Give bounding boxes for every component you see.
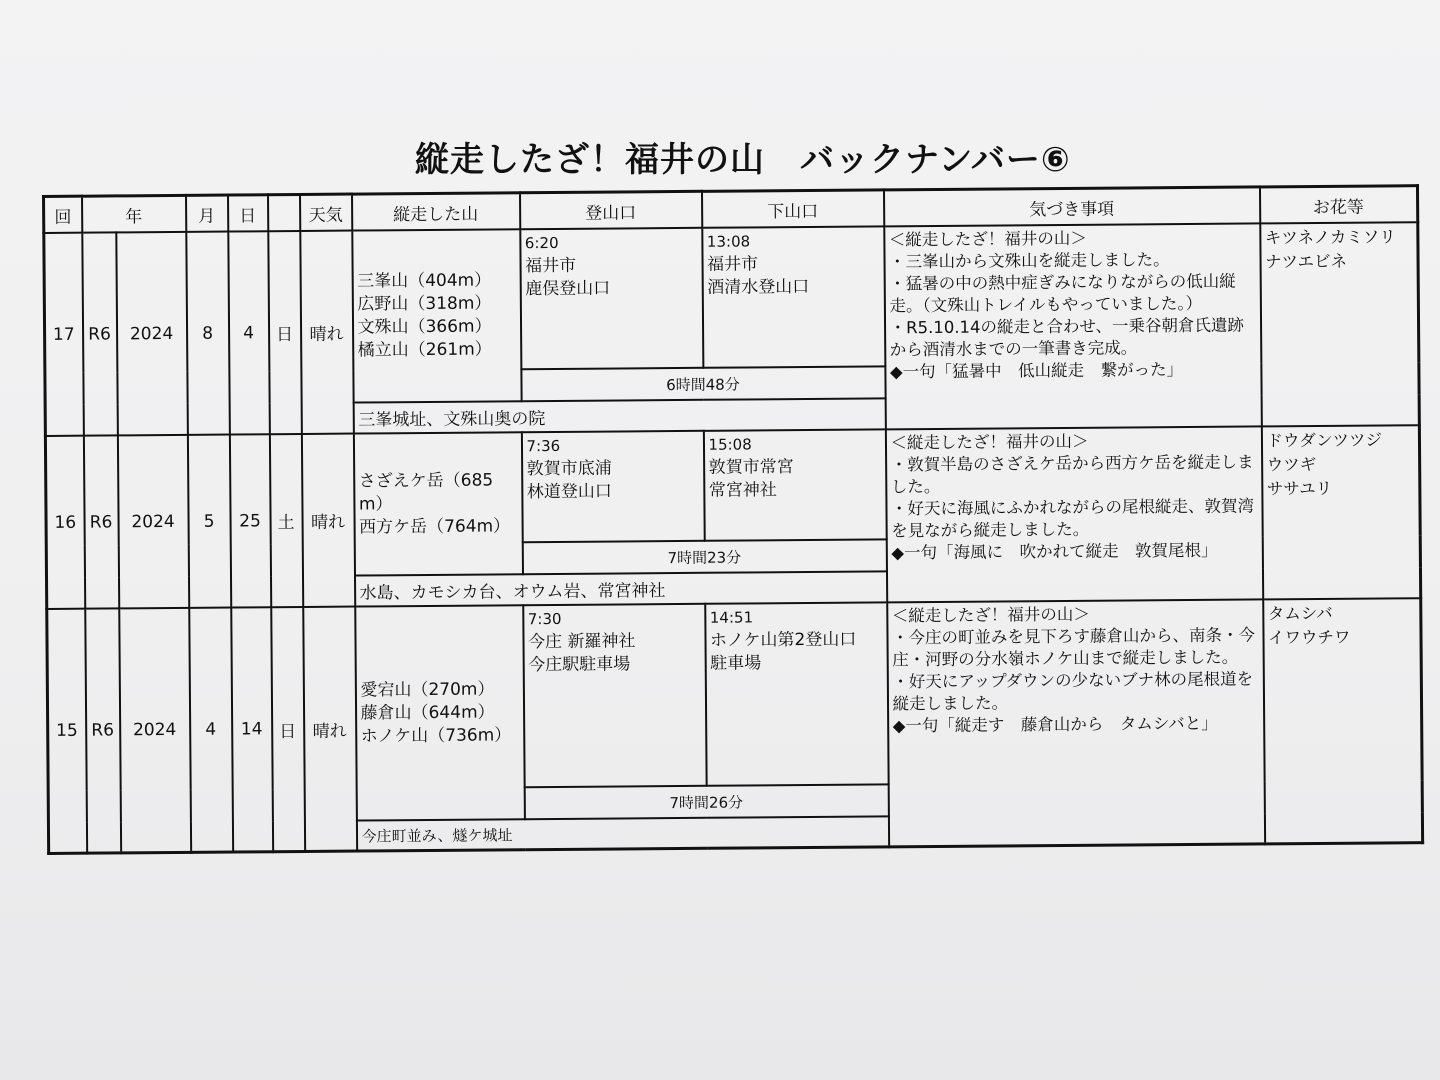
flower-name: イワウチワ: [1267, 627, 1351, 648]
record-spots: 今庄町並み、燧ケ城址: [356, 816, 888, 851]
record-month: 8: [186, 232, 230, 435]
notes-line: ＜縦走したざ！福井の山＞: [890, 431, 1089, 453]
notes-haiku: ◆一句「海風に 吹かれて縦走 敦賀尾根」: [891, 540, 1218, 563]
record-duration: 7時間23分: [522, 539, 886, 574]
record-duration: 7時間26分: [524, 784, 888, 819]
record-weather: 晴れ: [301, 434, 354, 607]
notes-line: ＜縦走したざ！福井の山＞: [888, 228, 1087, 250]
header-notes: 気づき事項: [883, 187, 1259, 226]
record-flowers: [1260, 222, 1420, 426]
record-16: [45, 425, 1420, 609]
record-start: [523, 604, 706, 787]
record-main-row: [47, 598, 1422, 791]
record-mountains: [352, 229, 521, 402]
start-place-line: 今庄 新羅神社: [527, 631, 636, 653]
notes-haiku: ◆一句「猛暑中 低山縦走 繋がった」: [889, 360, 1184, 382]
record-weekday: 土: [269, 434, 302, 607]
header-mountains: 縦走した山: [352, 193, 520, 231]
record-era: R6: [85, 608, 121, 853]
mountain-name: さざえケ岳（685: [358, 469, 494, 492]
header-year: 年: [82, 195, 186, 232]
record-no: 17: [44, 233, 84, 436]
flower-name: ウツギ: [1266, 455, 1317, 475]
flower-name: ドウダンツツジ: [1266, 430, 1383, 451]
flower-name: ササユリ: [1266, 478, 1333, 499]
log-table-container: [42, 184, 1413, 855]
page-title: 縦走したざ！福井の山 バックナンバー⑥: [415, 140, 1071, 180]
record-spots: 水島、カモシカ台、オウム岩、常宮神社: [354, 571, 886, 606]
end-place-line: 酒清水登山口: [707, 276, 810, 298]
header-flowers: お花等: [1259, 186, 1417, 224]
record-notes: [887, 599, 1265, 846]
record-era: R6: [83, 435, 118, 608]
mountain-name: m）: [358, 493, 393, 515]
record-15: [47, 598, 1423, 853]
notes-line: ・好天にアップダウンの少ないブナ林の尾根道を縦走しました。: [892, 669, 1254, 714]
record-main-row: [44, 222, 1419, 373]
end-place-line: 常宮神社: [708, 480, 777, 501]
end-place-line: ホノケ山第2登山口: [709, 629, 857, 651]
header-no: 回: [44, 196, 82, 233]
record-month: 4: [189, 608, 233, 853]
start-place-line: 福井市: [524, 255, 577, 277]
flower-name: ナツエビネ: [1264, 251, 1348, 272]
record-no: 15: [47, 609, 87, 854]
record-notes: [885, 426, 1262, 602]
notes-haiku: ◆一句「縦走す 藤倉山から タムシバと」: [892, 713, 1218, 736]
record-day: 4: [228, 231, 270, 434]
start-time: 6:20: [524, 233, 559, 253]
record-year: 2024: [119, 608, 191, 853]
mountain-name: 藤倉山（644m）: [360, 701, 495, 724]
mountain-name: ホノケ山（736m）: [360, 724, 512, 747]
record-year: 2024: [117, 435, 188, 609]
record-start: [520, 228, 703, 369]
header-start: 登山口: [519, 191, 701, 229]
mountain-name: 西方ケ岳（764m）: [359, 515, 511, 538]
notes-line: ・好天に海風にふかれながらの尾根縦走、敦賀湾を見ながら縦走しました。: [890, 496, 1255, 541]
end-time: 15:08: [708, 435, 752, 454]
notes-line: ・三峯山から文殊山を縦走しました。: [888, 250, 1170, 272]
record-era: R6: [82, 232, 118, 435]
flower-name: タムシバ: [1267, 603, 1333, 624]
end-place-line: 福井市: [706, 254, 759, 275]
header-day: 日: [228, 195, 268, 232]
record-end: [703, 429, 886, 540]
start-place-line: 林道登山口: [526, 481, 612, 503]
record-weekday: 日: [268, 231, 302, 434]
end-place-line: 敦賀市常宮: [708, 457, 794, 478]
record-end: [702, 226, 885, 367]
record-flowers: [1263, 598, 1423, 844]
mountain-name: 橘立山（261m）: [357, 339, 492, 361]
start-place-line: 今庄駅駐車場: [528, 654, 631, 676]
record-day: 14: [231, 607, 273, 852]
notes-line: ・今庄の町並みを見下ろす藤倉山から、南条・今庄・河野の分水嶺ホノケ山まで縦走しました。: [891, 625, 1256, 670]
header-weather: 天気: [300, 194, 352, 231]
record-no: 16: [45, 436, 84, 609]
notes-line: ・猛暑の中の熱中症ぎみになりながらの低山縦走。（文殊山トレイルもやっていました。）: [889, 271, 1236, 316]
notes-line: ＜縦走したざ！福井の山＞: [891, 604, 1090, 626]
record-month: 5: [187, 435, 230, 608]
start-place-line: 鹿俣登山口: [525, 278, 611, 300]
record-year: 2024: [116, 232, 188, 436]
header-end: 下山口: [701, 190, 883, 228]
record-day: 25: [229, 434, 270, 607]
record-flowers: [1261, 425, 1420, 599]
end-place-line: 駐車場: [710, 653, 762, 674]
end-time: 13:08: [706, 232, 751, 251]
hiking-log-table: [42, 184, 1424, 855]
record-weekday: 日: [271, 607, 305, 852]
record-weather: 晴れ: [300, 231, 354, 434]
notes-line: ・敦賀半島のさざえケ岳から西方ケ岳を縦走しました。: [890, 452, 1254, 497]
record-main-row: [45, 425, 1420, 546]
start-time: 7:36: [526, 436, 561, 456]
header-month: 月: [186, 195, 228, 232]
record-17: [44, 222, 1420, 436]
notes-line: ・R5.10.14の縦走と合わせ、一乗谷朝倉氏遺跡から酒清水までの一筆書き完成。: [889, 315, 1245, 360]
mountain-name: 愛宕山（270m）: [360, 678, 495, 701]
record-spots: 三峯城址、文殊山奥の院: [353, 398, 885, 433]
record-end: [705, 602, 888, 785]
mountain-name: 広野山（318m）: [357, 293, 492, 315]
record-notes: [884, 223, 1262, 429]
record-mountains: [355, 605, 525, 820]
flower-name: キツネノカミソリ: [1264, 227, 1396, 248]
mountain-name: 文殊山（366m）: [357, 316, 492, 338]
start-time: 7:30: [527, 609, 562, 629]
end-time: 14:51: [709, 608, 754, 627]
record-duration: 6時間48分: [521, 366, 885, 401]
mountain-name: 三峯山（404m）: [357, 270, 492, 292]
start-place-line: 敦賀市底浦: [526, 458, 612, 480]
record-mountains: [353, 432, 522, 575]
header-weekday: [268, 194, 300, 231]
record-start: [521, 431, 704, 542]
record-weather: 晴れ: [303, 607, 357, 852]
